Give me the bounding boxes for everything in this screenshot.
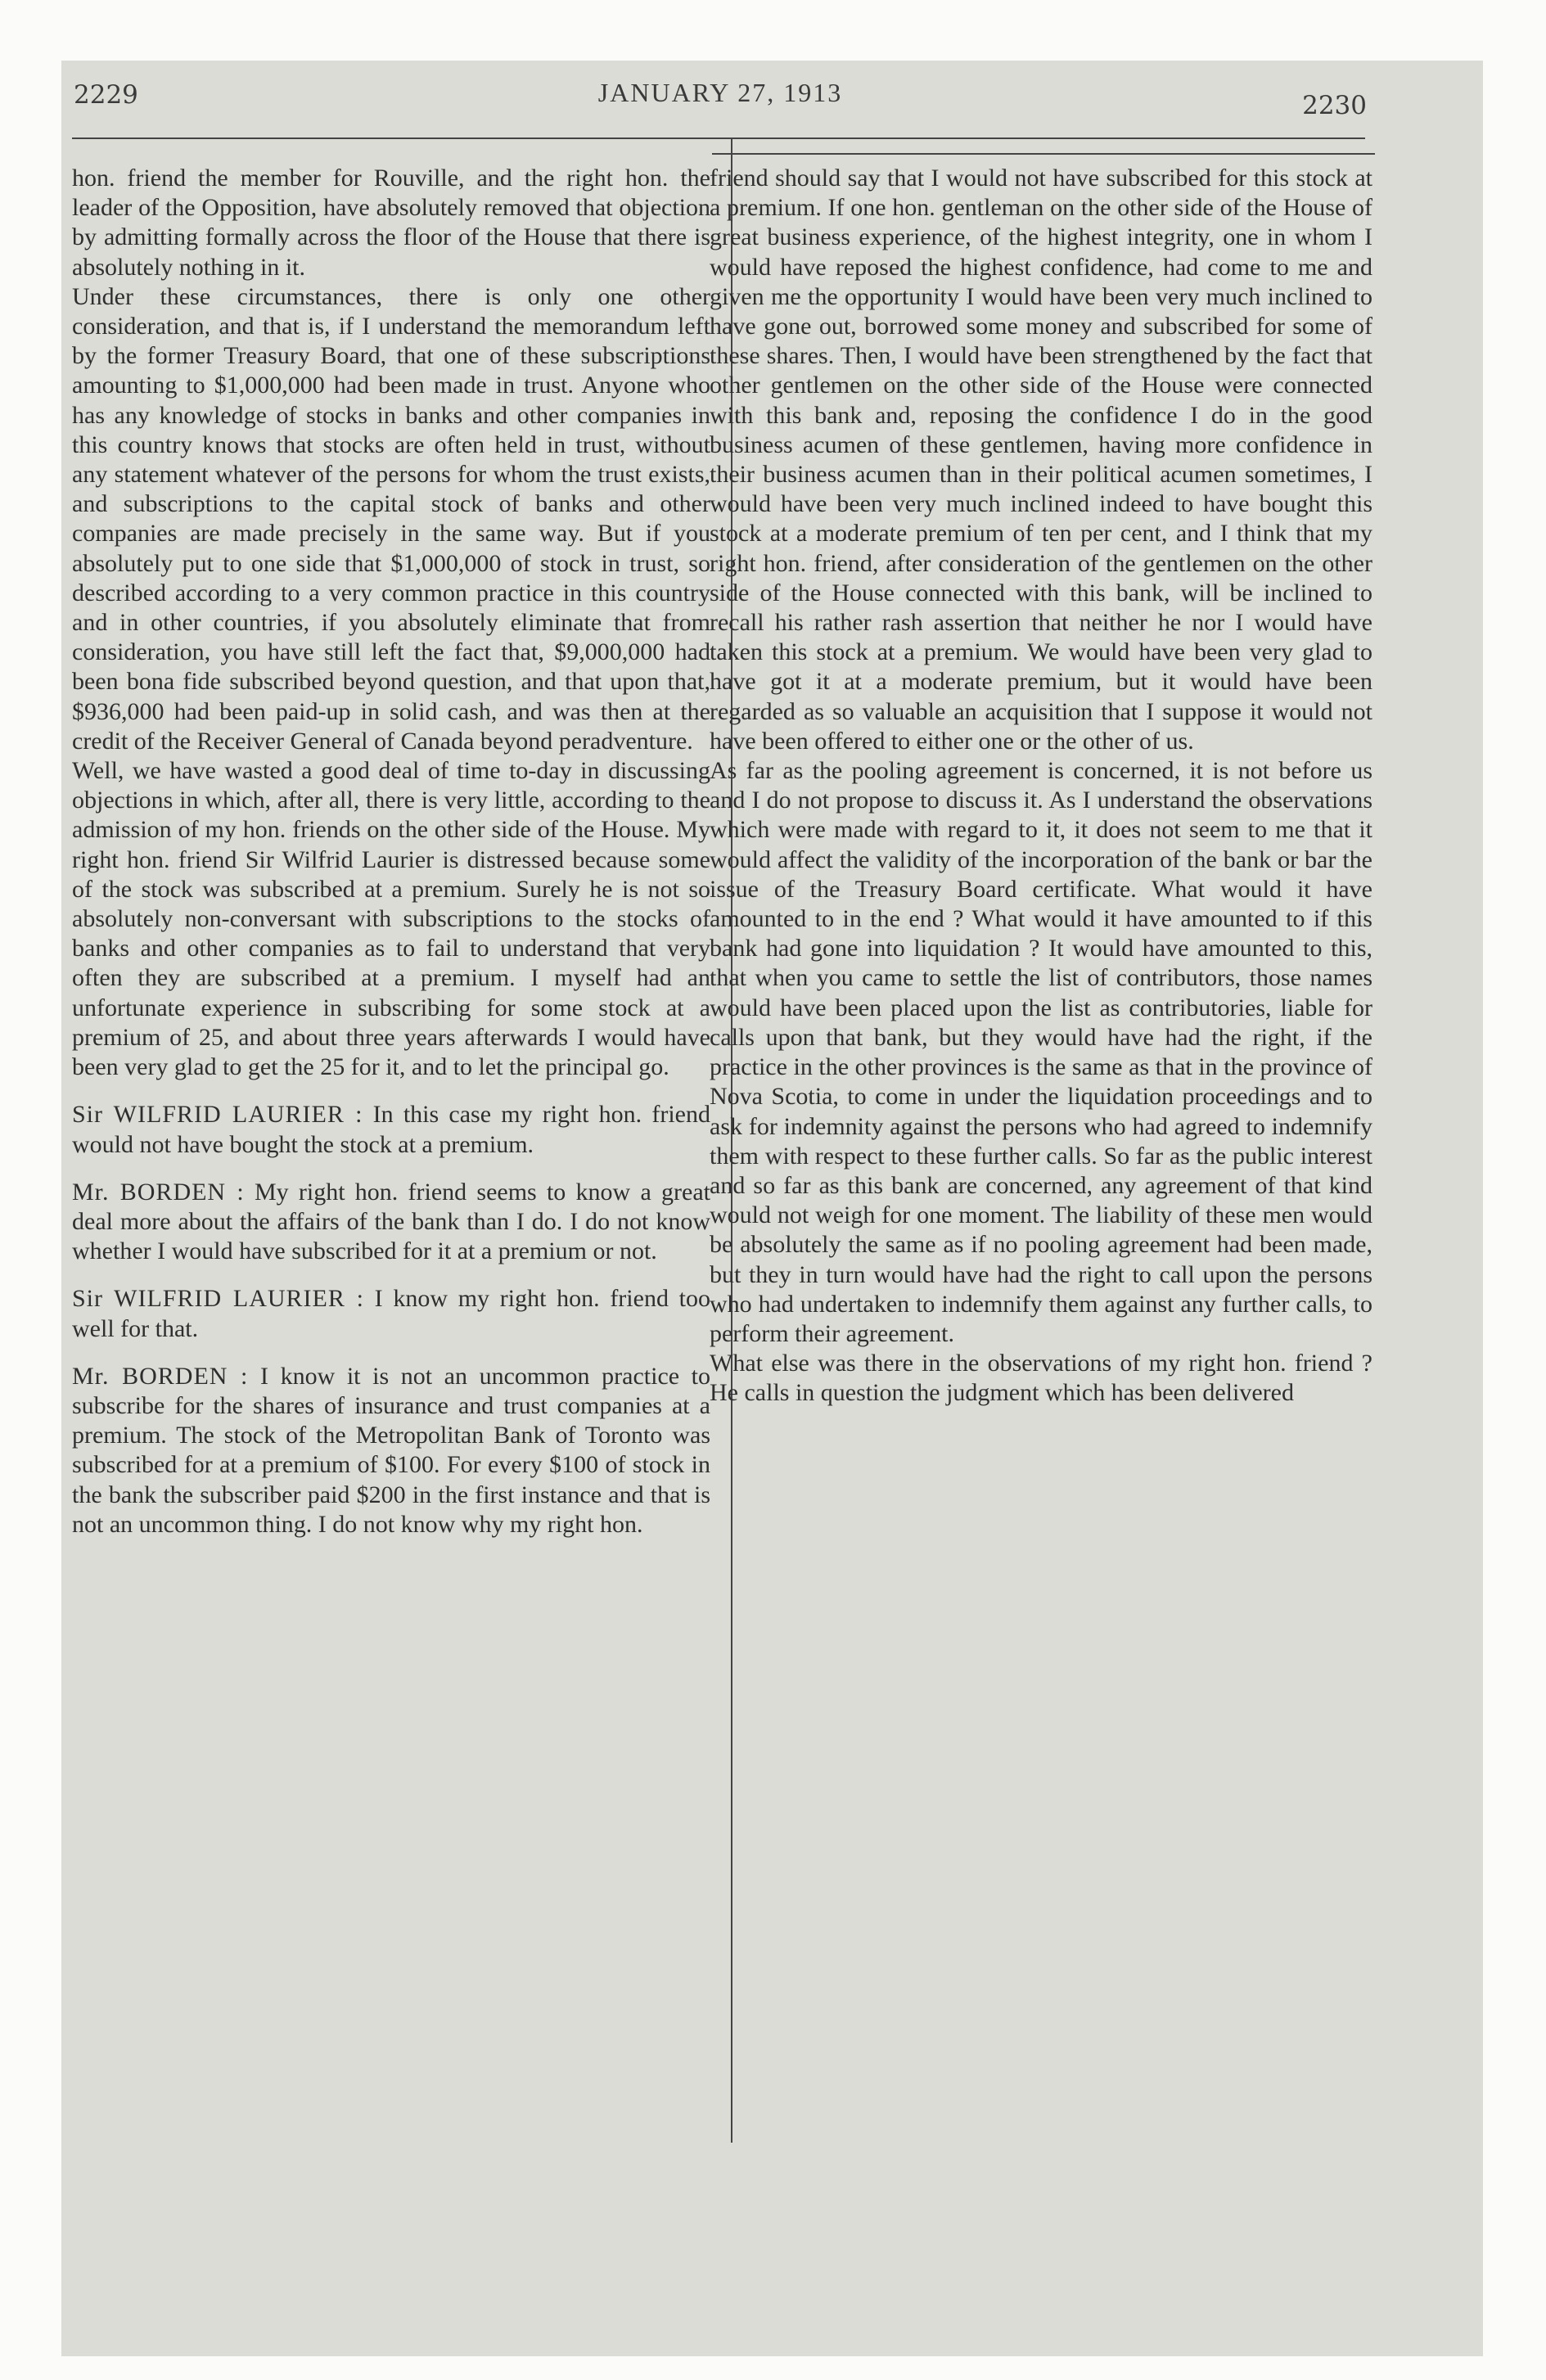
page-number-right: 2230	[1302, 91, 1367, 120]
speech-text: I know it is not an uncommon practice to subscribe for the shares of insurance and trust companies at a premium. The stock of the Metropolitan Bank of Toronto was subscribed for at a premium of $100. For every $100 of stock in the bank the subscriber paid $200 in the first instance and that is not an uncommon thing. I do not know why my right hon.	[72, 1362, 711, 1538]
page-number-left: 2229	[74, 80, 138, 110]
speech-text: In this case my right hon. friend would not have bought the stock at a premium.	[72, 1101, 710, 1158]
speech-paragraph	[72, 1362, 710, 1539]
paragraph: Well, we have wasted a good deal of time to-day in discussing objections in which, after all, there is very little, according to the admission of my hon. friends on the other side of the House. My right hon. friend Sir Wilfrid Laurier is distressed because some of the stock was subscribed at a premium. Surely he is not so absolutely non-conversant with subscriptions to the stocks of banks and other companies as to fail to understand that very often they are subscribed at a premium. I myself had an unfortunate experience in subscribing for some stock at a premium of 25, and about three years afterwards I would have been very glad to get the 25 for it, and to let the principal go.	[72, 757, 710, 1081]
speaker-name: Mr. BORDEN :	[72, 1362, 249, 1390]
right-column	[710, 164, 1372, 1409]
speech-paragraph	[72, 1100, 710, 1159]
speaker-name: Mr. BORDEN :	[72, 1178, 245, 1206]
left-column	[72, 164, 710, 1539]
paragraph: Under these circumstances, there is only one other consideration, and that is, if I understand the memorandum left by the former Treasury Board, that one of these subscriptions amounting to $1,000,000 had been made in trust. Anyone who has any knowledge of stocks in banks and other companies in this country knows that stocks are often held in trust, without any statement whatever of the persons for whom the trust exists, and subscriptions to the capital stock of banks and other companies are made precisely in the same way. But if you absolutely put to one side that $1,000,000 of stock in trust, so described according to a very common practice in this country and in other countries, if you absolutely eliminate that from consideration, you have still left the fact that, $9,000,000 had been bona fide subscribed beyond question, and that upon that, $936,000 had been paid-up in solid cash, and was then at the credit of the Receiver General of Canada beyond peradventure.	[72, 282, 710, 755]
speaker-name: Sir WILFRID LAURIER :	[72, 1285, 364, 1313]
speech-paragraph	[72, 1284, 710, 1343]
header-rule-short	[712, 153, 1375, 155]
header-rule	[72, 137, 1365, 139]
paragraph: What else was there in the observations of my right hon. friend ? He calls in question the judgment which has been delivered	[710, 1350, 1372, 1407]
page-date-title: JANUARY 27, 1913	[597, 78, 843, 107]
speech-text: My right hon. friend seems to know a great deal more about the affairs of the bank than I do. I do not know whether I would have subscribed for it at a premium or not.	[72, 1178, 710, 1265]
speaker-name: Sir WILFRID LAURIER :	[72, 1101, 363, 1129]
page-header	[74, 78, 1367, 151]
paragraph: As far as the pooling agreement is concerned, it is not before us and I do not propose to discuss it. As I understand the observations which were made with regard to it, it does not seem to me that it would affect the validity of the incorporation of the bank or bar the issue of the Treasury Board certificate. What would it have amounted to in the end ? What would it have amounted to if this bank had gone into liquidation ? It would have amounted to this, that when you came to settle the list of contributors, those names would have been placed upon the list as contributories, liable for calls upon that bank, but they would have had the right, if the practice in the other provinces is the same as that in the province of Nova Scotia, to come in under the liquidation proceedings and to ask for indemnity against the persons who had agreed to indemnify them with respect to these further calls. So far as the public interest and so far as this bank are concerned, any agreement of that kind would not weigh for one moment. The liability of these men would be absolutely the same as if no pooling agreement had been made, but they in turn would have had the right to call upon the persons who had undertaken to indemnify them against any further calls, to perform their agreement.	[710, 757, 1372, 1347]
paragraph: hon. friend the member for Rouville, and the right hon. the leader of the Opposition, have absolutely removed that objection by admitting formally across the floor of the House that there is absolutely nothing in it.	[72, 165, 710, 281]
paragraph: friend should say that I would not have subscribed for this stock at a premium. If one hon. gentleman on the other side of the House of great business experience, of the highest integrity, one in whom I would have reposed the highest confidence, had come to me and given me the opportunity I would have been very much inclined to have gone out, borrowed some money and subscribed for some of these shares. Then, I would have been strengthened by the fact that other gentlemen on the other side of the House were connected with this bank and, reposing the confidence I do in the good business acumen of these gentlemen, having more confidence in their business acumen than in their political acumen sometimes, I would have been very much inclined indeed to have bought this stock at a moderate premium of ten per cent, and I think that my right hon. friend, after consideration of the gentlemen on the other side of the House connected with this bank, will be inclined to recall his rather rash assertion that neither he nor I would have taken this stock at a premium. We would have been very glad to have got it at a moderate premium, but it would have been regarded as so valuable an acquisition that I suppose it would not have been offered to either one or the other of us.	[710, 165, 1372, 755]
speech-text: I know my right hon. friend too well for that.	[72, 1285, 710, 1342]
speech-paragraph	[72, 1178, 710, 1267]
